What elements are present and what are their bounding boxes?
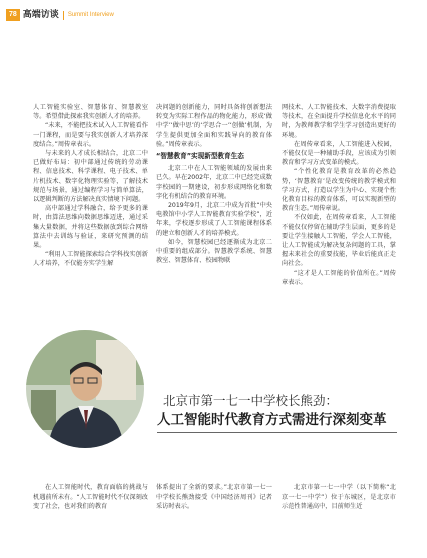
subheading: “智慧教育”实现新型教育生态 xyxy=(156,152,244,161)
paragraph: 体系提出了全新的要求。”北京市第一七一中学校长熊劲接受《中国经济周刊》记者采访时表示。 xyxy=(156,484,272,511)
paragraph: “利用人工智能探索综合学科找实创新人才培养，不仅能夯实学生解 xyxy=(33,251,148,268)
title-divider xyxy=(157,432,397,433)
portrait-photo xyxy=(26,330,144,448)
article-column-1 xyxy=(33,103,148,269)
body-column-1 xyxy=(33,483,148,512)
page-number: 78 xyxy=(6,9,20,21)
paragraph: 北京市第一七一中学（以下简称“北京一七一中学”）位于东城区，是北京市示范性普通高中，目前师生近 xyxy=(282,484,396,511)
page-header xyxy=(6,9,114,21)
body-column-3 xyxy=(282,483,396,512)
paragraph: 2019年9月，北京二中成为首批“中央电教馆中小学人工智能教育实验学校”，近年来，学校逐步形成了人工智能课程体系的建立和创新人才的培养模式。 xyxy=(156,202,272,237)
paragraph: 北京二中在人工智能领域的发展由来已久。早在2002年，北京二中已经完成数字校园的一期建设，初步形成网络化和数字化有机结合的教育环境。 xyxy=(156,165,272,200)
paragraph: “未来，不能把技术试入人工智能看作一门课程，而是要与我实创新人才培养深度结合。”周传章表示。 xyxy=(33,122,148,148)
paragraph: 决问题的创新能力，同时具备将创新想法转变为实际工程作品的物化能力，形成‘做中学’‘做中思’的‘学思合一’‘创做’机制，为学生提供更加全面和实践导向的教育体验。”周传章表示。 xyxy=(156,104,272,148)
paragraph: 高中部通过学科融合，给予更多的课时，由算法思维向数据思维迈进，通过采集大量数据，并将这些数据放到综合网络算法中去训练与验证，来研究预测的结果。 xyxy=(33,205,148,250)
section-title-cn: 高端访谈 xyxy=(22,10,59,20)
body-column-2 xyxy=(156,483,272,512)
paragraph: 在周传章看来，人工智能进入校园，不能仅仅是一种辅助手段，应该成为引领教育和学习方式变革的模式。 xyxy=(282,140,396,167)
section-divider xyxy=(63,11,64,20)
article-title-line2: 人工智能时代教育方式需进行深刻变革 xyxy=(157,412,387,428)
article-title-line1: 北京市第一七一中学校长熊劲： xyxy=(163,393,339,408)
article-column-2 xyxy=(156,103,272,265)
paragraph: 与未来的人才成长相结合，北京二中已做好布局：初中部通过传统的劳动课程、信息技术、科学课程、电子技术、单片机技术、数字化物理实验等，了解技术规范与场景，通过编程学习与简单算法，以逻辑判断的方法解决真实情境下问题。 xyxy=(33,150,148,204)
paragraph: 人工智能实验室、智慧体育、智慧教室等。希望借此探索我实创新人才的培养。 xyxy=(33,104,148,121)
paragraph: 如今，智慧校园已经逐渐成为北京二中重要的组成部分。智慧教学系统、智慧教室、智慧体育、校园物联 xyxy=(156,238,272,265)
paragraph: 网技术、人工智能技术、大数字消费提取等技术，在全面提升学校信息化水平的同时，为教师教学和学生学习创造出更好的环境。 xyxy=(282,104,396,139)
paragraph: “这才是人工智能的价值所在。”周传章表示。 xyxy=(282,269,396,286)
paragraph: 在人工智能时代，教育面临的挑战与机遇前所未有。“人工智能时代不仅深刻改变了社会，也对我们的教育 xyxy=(33,484,148,511)
paragraph: “个性化教育是教育改革的必然趋势，‘智慧教育’是改变传统的教学模式和学习方式，打造以学生为中心、实现个性化教育目标的教育体系，可以实现新型的教育生态。”周传章说。 xyxy=(282,168,396,213)
paragraph: 不仅如此，在周传章看来，人工智能不能仅仅停留在辅助学生层面，更多的是要让学生接触人工智能，学会人工智能，让人工智能成为解决复杂问题的工具，掌握未来社会的重要技能，毕业后能真正走向社会。 xyxy=(282,214,396,268)
article-column-3 xyxy=(282,103,396,287)
section-title-en: Summit Interview xyxy=(67,12,114,18)
